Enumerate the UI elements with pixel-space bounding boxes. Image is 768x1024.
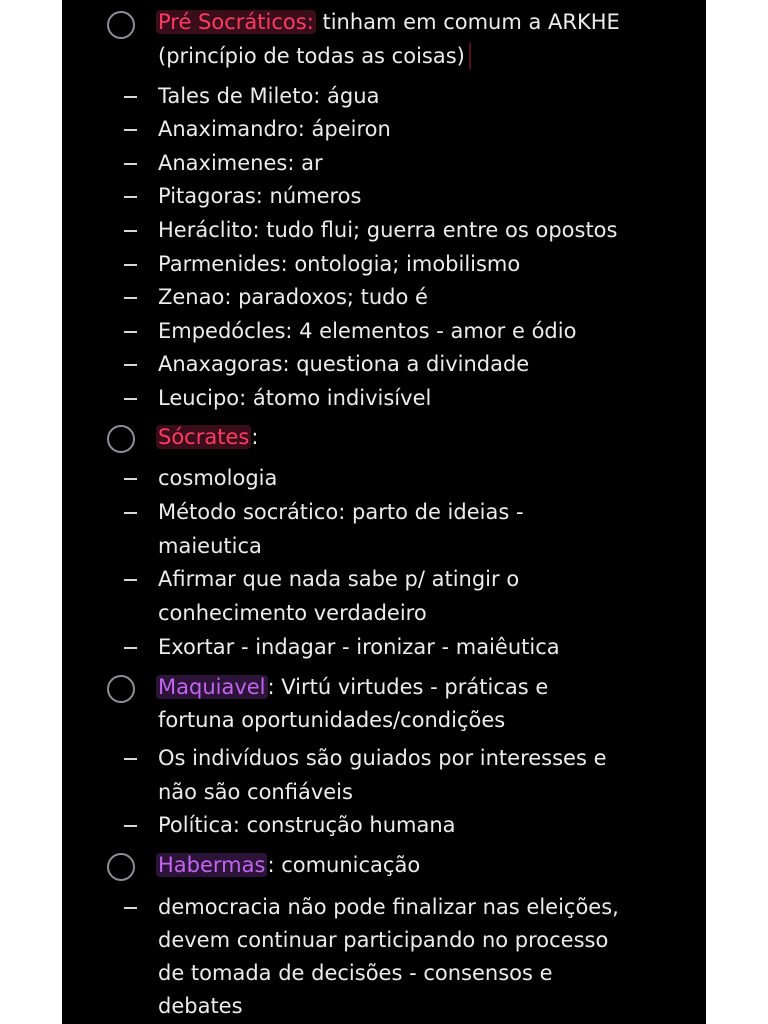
checklist-item-text-line2[interactable]: fortuna oportunidades/condições [158,708,506,732]
heading-continuation-line2: (princípio de todas as coisas) [158,44,465,68]
list-item-text-line3: de tomada de decisões - consensos e [158,961,553,985]
dash-bullet-icon [124,907,137,909]
list-item-text: Afirmar que nada sabe p/ atingir o [158,567,520,591]
list-item-text: Leucipo: átomo indivisível [158,386,432,410]
list-item-text: Método socrático: parto de ideias - [158,500,524,524]
dash-bullet-icon [124,647,137,649]
checklist-item-text[interactable] [158,849,678,883]
checklist-item-text[interactable] [158,671,678,705]
highlighted-heading: Habermas [158,853,266,877]
list-item-text: Pitagoras: números [158,184,362,208]
list-item-text: democracia não pode finalizar nas eleições, [158,895,619,919]
dash-bullet-icon [124,129,137,131]
highlighted-heading: Sócrates [158,425,250,449]
dash-bullet-icon [124,512,137,514]
list-item-text-line2: devem continuar participando no processo [158,928,609,952]
list-item-text-line4: debates [158,994,243,1018]
checklist-item-text-line2[interactable] [158,40,678,74]
dash-bullet-icon [124,398,137,400]
dash-bullet-icon [124,579,137,581]
list-item-text-line2: maieutica [158,534,262,558]
dash-bullet-icon [124,264,137,266]
dash-bullet-icon [124,96,137,98]
list-item-text: Empedócles: 4 elementos - amor e ódio [158,319,577,343]
list-item-text: Exortar - indagar - ironizar - maiêutica [158,635,560,659]
checkbox-circle-icon[interactable] [107,11,135,39]
dash-bullet-icon [124,478,137,480]
dash-bullet-icon [124,758,137,760]
checkbox-circle-icon[interactable] [107,425,135,453]
text-cursor [469,43,471,69]
dash-bullet-icon [124,825,137,827]
dash-bullet-icon [124,297,137,299]
list-item-text: cosmologia [158,466,278,490]
dash-bullet-icon [124,163,137,165]
list-item-text: Os indivíduos são guiados por interesses e [158,746,607,770]
highlighted-heading: Maquiavel [158,675,266,699]
list-item-text: Anaximandro: ápeiron [158,117,391,141]
checklist-item-text[interactable] [158,6,678,40]
heading-continuation: : Virtú virtudes - práticas e [267,675,549,699]
notes-page [62,0,706,1024]
checklist-item-text[interactable] [158,421,678,455]
dash-bullet-icon [124,331,137,333]
checkbox-circle-icon[interactable] [107,675,135,703]
list-item-text: Tales de Mileto: água [158,84,380,108]
list-item-text: Anaxagoras: questiona a divindade [158,352,530,376]
heading-continuation: tinham em comum a ARKHE [315,10,620,34]
list-item-text-line2: conhecimento verdadeiro [158,601,427,625]
dash-bullet-icon [124,230,137,232]
list-item-text: Política: construção humana [158,813,456,837]
dash-bullet-icon [124,196,137,198]
heading-continuation: : comunicação [267,853,421,877]
dash-bullet-icon [124,364,137,366]
list-item-text: Heráclito: tudo flui; guerra entre os opostos [158,218,618,242]
list-item-text: Parmenides: ontologia; imobilismo [158,252,521,276]
list-item-text-line2: não são confiáveis [158,780,353,804]
list-item-text: Anaximenes: ar [158,151,323,175]
highlighted-heading: Pré Socráticos: [158,10,314,34]
checkbox-circle-icon[interactable] [107,853,135,881]
heading-continuation: : [251,425,259,449]
list-item-text: Zenao: paradoxos; tudo é [158,285,428,309]
